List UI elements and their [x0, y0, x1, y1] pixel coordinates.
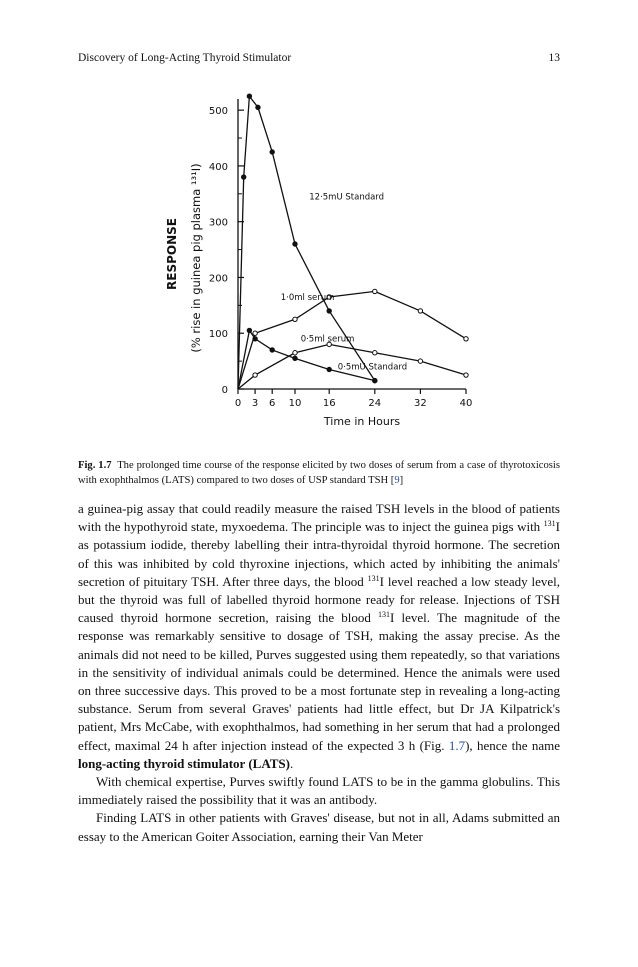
body-text [78, 500, 560, 846]
data-point [253, 331, 257, 335]
data-point [256, 105, 260, 109]
x-tick-label: 3 [251, 398, 259, 409]
x-axis-label: Time in Hours [323, 415, 401, 428]
figure-caption [78, 458, 560, 488]
chart-labels [165, 163, 407, 428]
data-point [418, 309, 422, 313]
data-point [327, 367, 331, 371]
y-tick-label: 0 [221, 385, 228, 396]
isotope-superscript: 131 [543, 519, 556, 529]
paragraph-3: Finding LATS in other patients with Graves' disease, but not in all, Adams submitted an essay to the American Goiter Association, earning their Van Meter [78, 810, 560, 844]
figure-label: Fig. 1.7 [78, 460, 112, 471]
figure-1-7-chart [160, 92, 490, 437]
series-annotation: 0·5mU Standard [337, 362, 408, 373]
paragraph-2: With chemical expertise, Purves swiftly found LATS to be in the gamma globulins. This immediately raised the possibility that it was an antibody. [78, 774, 560, 808]
series-annotation: 12·5mU Standard [309, 192, 385, 203]
x-tick-label: 0 [234, 398, 242, 409]
running-head-title: Discovery of Long-Acting Thyroid Stimulator [78, 52, 292, 64]
isotope-superscript: 131 [367, 573, 380, 583]
data-point [418, 359, 422, 363]
y-tick-label: 200 [208, 273, 228, 285]
data-point [464, 373, 468, 377]
data-point [327, 309, 331, 313]
p1-part-e: ), hence the name [465, 737, 560, 753]
data-point [242, 175, 246, 179]
p1-part-f: . [290, 755, 294, 771]
running-head [78, 50, 560, 66]
y-axis-sublabel: (% rise in guinea pig plasma ¹³¹I) [189, 163, 203, 353]
data-point [270, 150, 274, 154]
figure-reference-link[interactable]: 1.7 [448, 737, 466, 753]
data-point [293, 317, 297, 321]
paragraph-1 [78, 500, 560, 773]
y-tick-label: 300 [208, 217, 228, 229]
x-tick-label: 16 [322, 398, 336, 409]
data-point [373, 378, 377, 382]
series-line [238, 96, 375, 389]
p1-part-c: I level reached a low steady level, but the thyroid was full of labelled thyroid hormone ready for release. Injections of TSH caused thyroid hormone secretion, raising the blood [78, 573, 560, 626]
data-point [293, 351, 297, 355]
caption-text: The prolonged time course of the response elicited by two doses of serum from a case of thyrotoxicosis with exophthalmos (LATS) compared to two doses of USP standard TSH [ [78, 460, 560, 486]
chart-series [238, 94, 468, 389]
lats-term: long-acting thyroid stimulator (LATS) [78, 755, 290, 771]
data-point [373, 289, 377, 293]
x-tick-label: 40 [459, 398, 473, 409]
data-point [247, 328, 251, 332]
x-tick-label: 6 [269, 398, 276, 409]
x-tick-label: 10 [288, 398, 302, 409]
data-point [270, 348, 274, 352]
p1-part-d: I level. The magnitude of the response was remarkably sensitive to dosage of TSH, making the assay precise. As the animals did not need to be killed, Purves suggested using them repeatedly, so that variations in the sensitivity of individual animals could be determined. Hence the animals were used on three successive days. This proved to be a most fortunate step in revealing a long-acting substance. Serum from several Graves' patients had little effect, but Dr JA Kilpatrick's patient, Mrs McCabe, with exophthalmos, had something in her serum that had a prolonged effect, maximal 24 h after injection instead of the expected 3 h (Fig. [78, 610, 561, 753]
isotope-superscript: 131 [378, 610, 391, 620]
series-annotation: 1·0ml serum [280, 292, 335, 303]
p1-part-a: a guinea-pig assay that could readily measure the raised TSH levels in the blood of patients with the hypothyroid state, myxoedema. The principle was to inject the guinea pigs with [78, 501, 560, 535]
x-tick-label: 32 [414, 398, 427, 409]
caption-close: ] [399, 475, 404, 486]
y-tick-label: 100 [208, 329, 228, 341]
y-tick-label: 400 [208, 161, 228, 173]
series-0 [238, 94, 377, 389]
data-point [464, 337, 468, 341]
data-point [293, 356, 297, 360]
x-tick-label: 24 [368, 398, 382, 409]
data-point [253, 337, 257, 341]
data-point [247, 94, 251, 98]
data-point [293, 242, 297, 246]
data-point [253, 373, 257, 377]
p1-part-b: I as potassium iodide, thereby labelling their intra-thyroidal thyroid hormone. The secretion of this was inhibited by cold thyroxine injections, which acted by inhibiting the animals' secretion of pituitary TSH. After three days, the blood [78, 519, 560, 589]
series-annotation: 0·5ml serum [300, 334, 355, 345]
y-tick-label: 500 [208, 106, 228, 118]
page-number: 13 [548, 52, 560, 64]
y-axis-label: RESPONSE [165, 218, 179, 290]
data-point [373, 351, 377, 355]
caption-citation-link[interactable]: 9 [394, 475, 400, 486]
